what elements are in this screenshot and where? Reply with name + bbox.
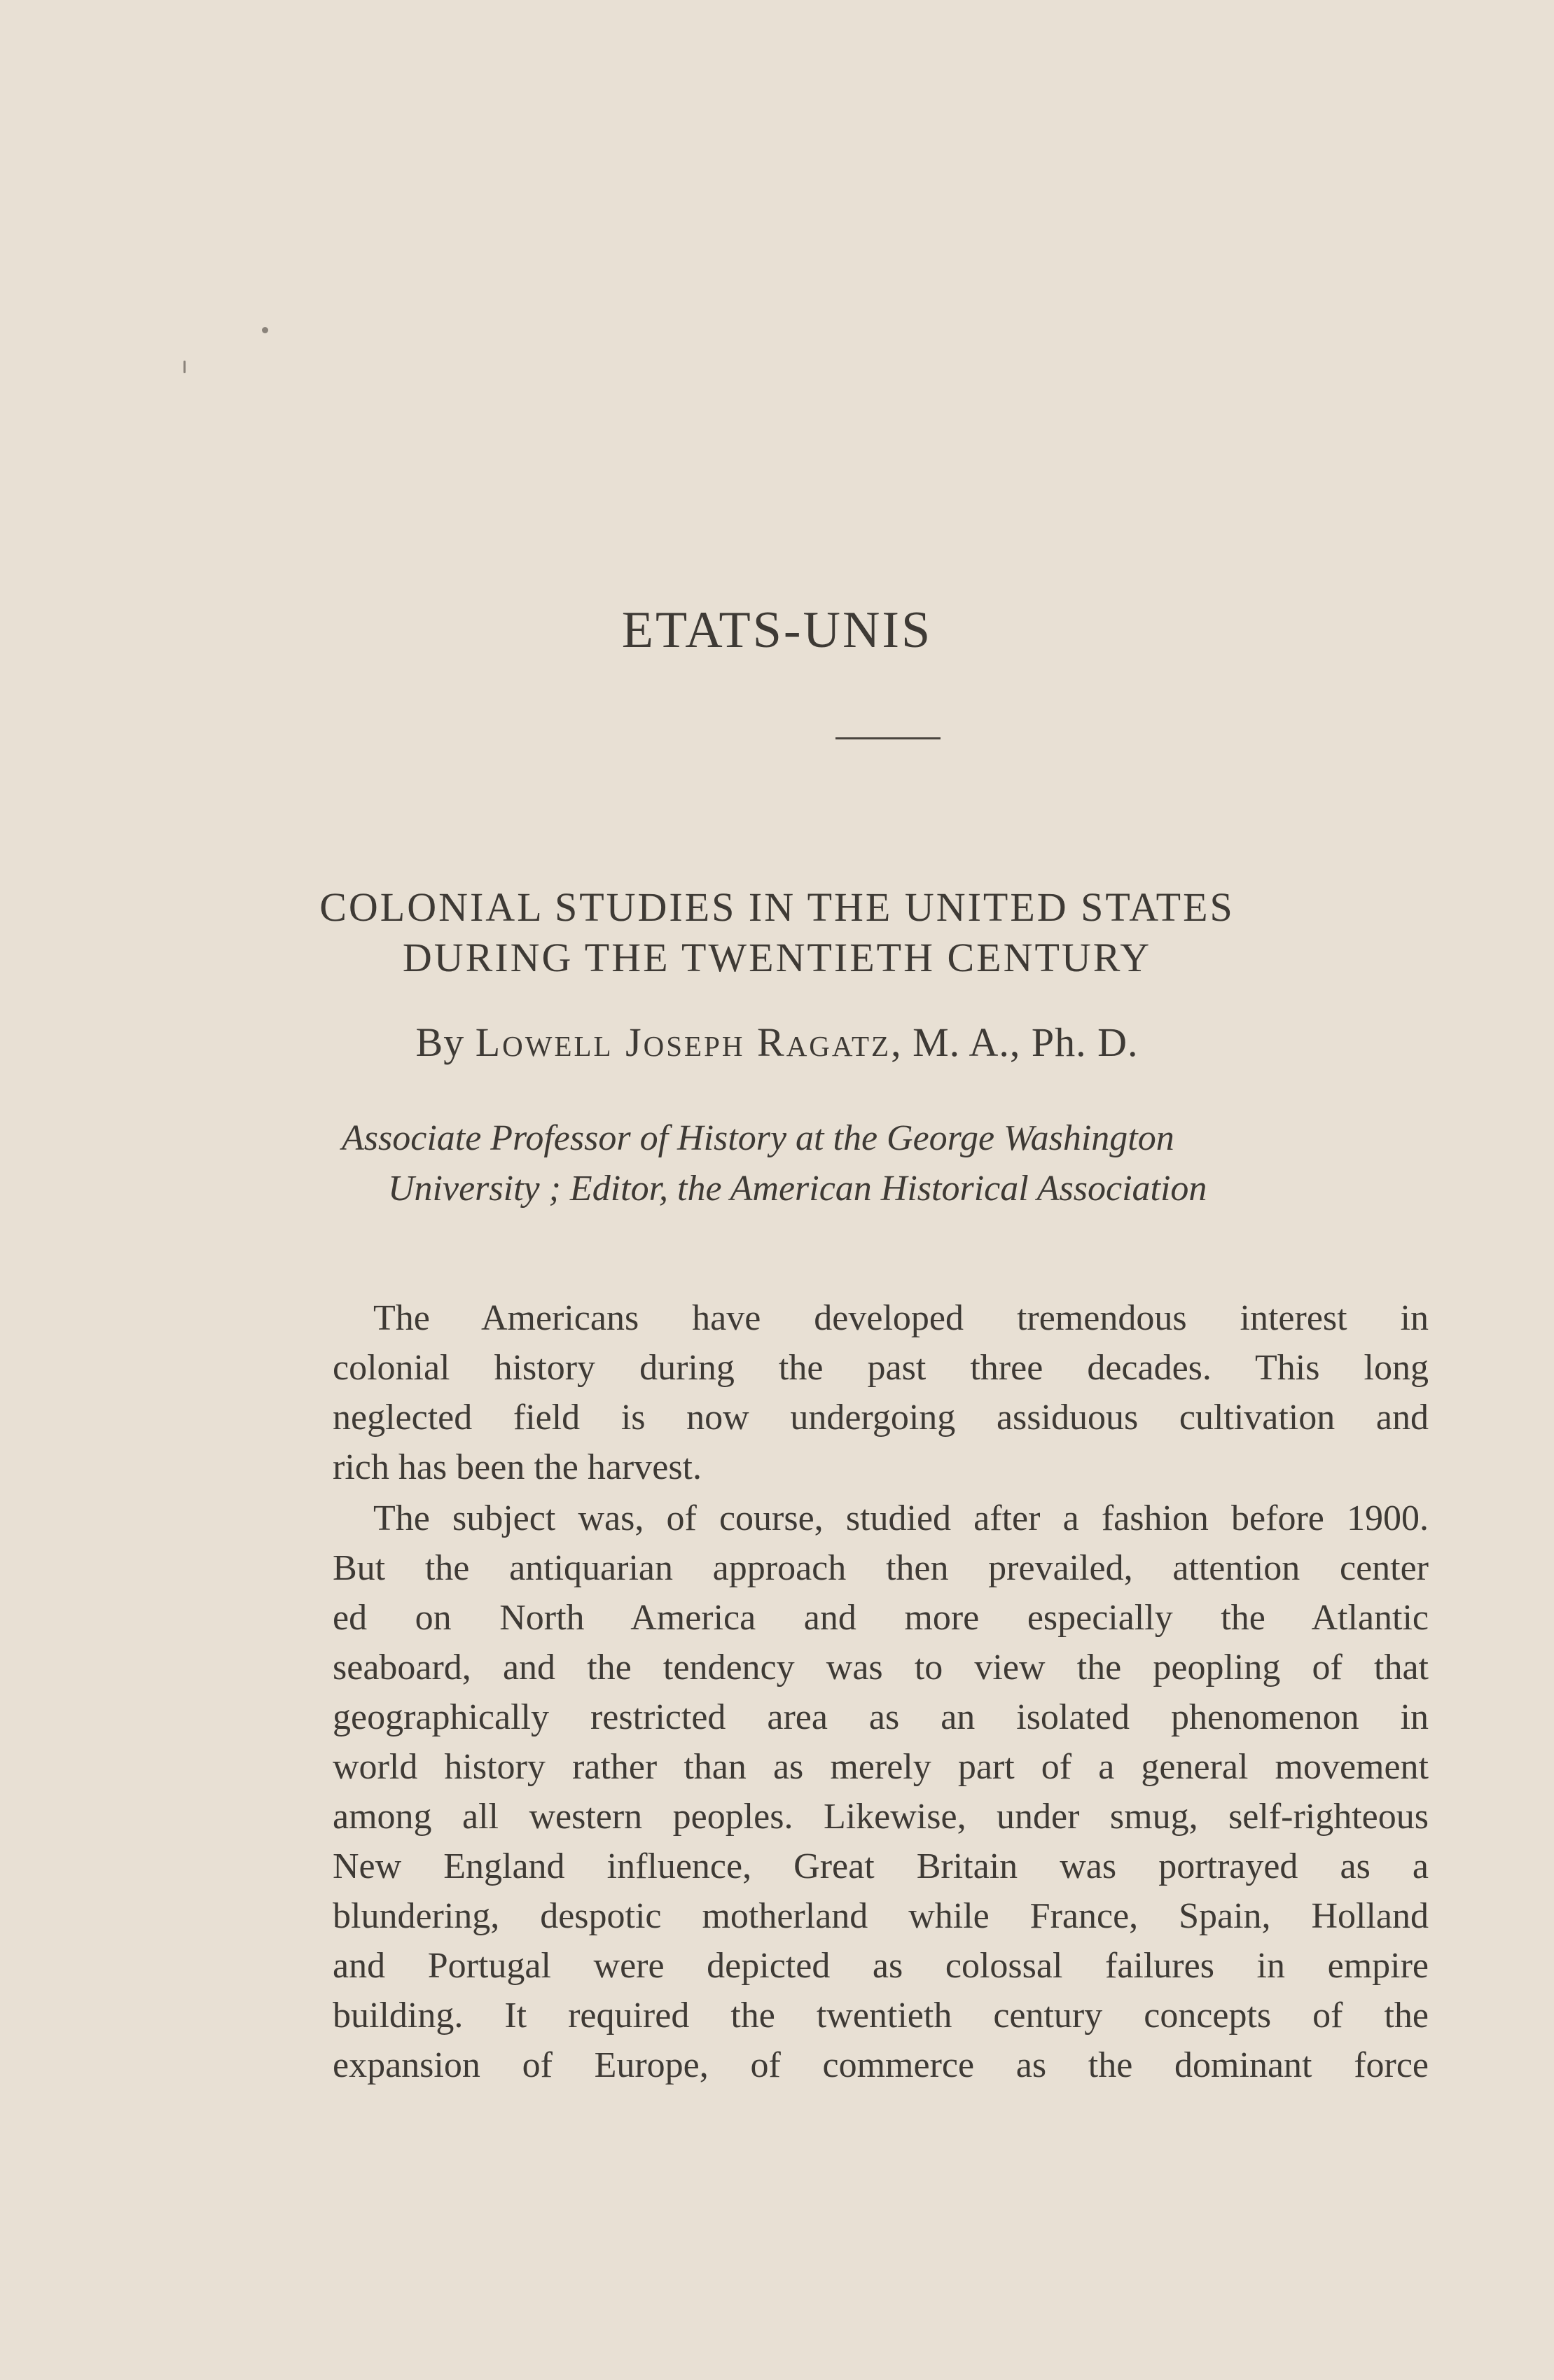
running-head: ETATS-UNIS: [621, 601, 933, 659]
text-line: ed on North America and more especially the Atlantic: [333, 1598, 1429, 1638]
text-line: expansion of Europe, of commerce as the dominant force: [333, 2045, 1429, 2085]
page-speck: [262, 327, 268, 333]
byline: [0, 1019, 1554, 1066]
text-line: New England influence, Great Britain was portrayed as a: [333, 1846, 1429, 1886]
text-line: and Portugal were depicted as colossal failures in empire: [333, 1946, 1429, 1986]
article-title-line: DURING THE TWENTIETH CENTURY: [402, 935, 1152, 980]
page-speck: [183, 361, 186, 373]
text-line: building. It required the twentieth century concepts of the: [333, 1996, 1429, 2035]
text-line: blundering, despotic motherland while France, Spain, Holland: [333, 1896, 1429, 1936]
affiliation-line: Associate Professor of History at the George Washington: [342, 1118, 1174, 1158]
text-line: The Americans have developed tremendous interest in: [373, 1298, 1429, 1338]
article-title: [0, 882, 1554, 983]
affiliation-line: University ; Editor, the American Historical Association: [388, 1169, 1207, 1209]
text-line: The subject was, of course, studied after a fashion before 1900.: [373, 1498, 1429, 1538]
byline-prefix: By: [415, 1019, 465, 1065]
text-line: geographically restricted area as an isolated phenomenon in: [333, 1697, 1429, 1737]
text-line: colonial history during the past three decades. This long: [333, 1348, 1429, 1388]
text-line: seaboard, and the tendency was to view the peopling of that: [333, 1648, 1429, 1687]
text-line: neglected field is now undergoing assiduous cultivation and: [333, 1398, 1429, 1438]
paragraph: [333, 1494, 1429, 2090]
section-rule: [835, 737, 941, 739]
author-degrees: , M. A., Ph. D.: [891, 1019, 1139, 1065]
article-title-line: COLONIAL STUDIES IN THE UNITED STATES: [319, 884, 1235, 930]
paragraph: [333, 1293, 1429, 1492]
text-line: But the antiquarian approach then prevailed, attention center: [333, 1548, 1429, 1588]
text-line: world history rather than as merely part of a general movement: [333, 1747, 1429, 1787]
text-line: rich has been the harvest.: [333, 1447, 702, 1487]
author-affiliation: [342, 1113, 1434, 1214]
author-name: Lowell Joseph Ragatz: [475, 1019, 892, 1065]
text-line: among all western peoples. Likewise, under smug, self-righteous: [333, 1797, 1429, 1837]
